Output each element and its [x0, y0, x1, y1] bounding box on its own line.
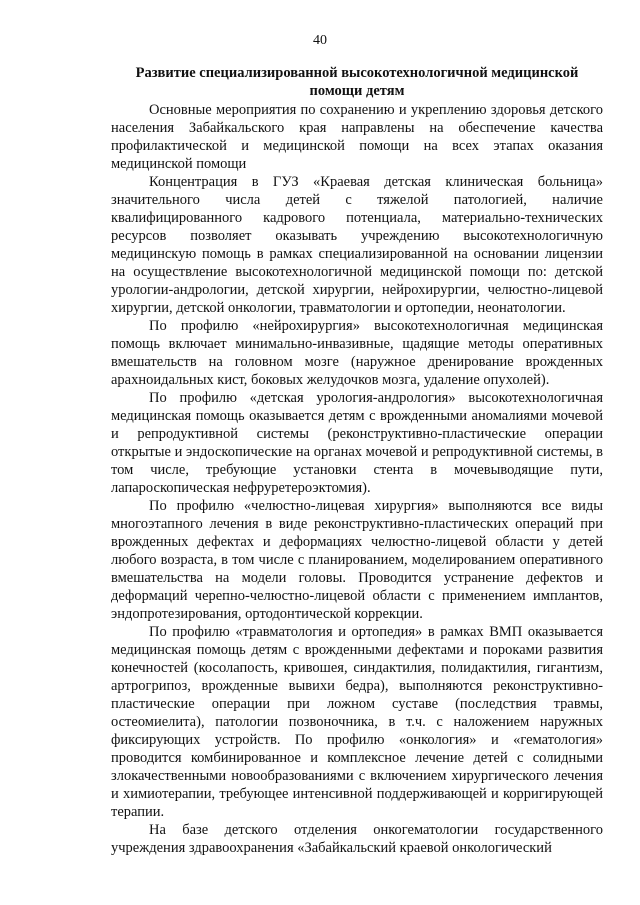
paragraph-urology-andrology: По профилю «детская урология-андрология» высокотехнологичная медицинская помощь оказывается детям с врожденными аномалиями мочевой и репродуктивной системы (реконструктивно-пластические операции открытые и эндоскопические на органах мочевой и репродуктивной системы, в том числе, требующие установки стента в мочевыводящие пути, лапароскопическая нефруретероэктомия).	[111, 390, 603, 496]
document-body	[111, 64, 603, 857]
page-number: 40	[313, 33, 327, 48]
section-title: Развитие специализированной высокотехнологичной медицинской помощи детям	[135, 65, 579, 99]
paragraph-oncohematology: На базе детского отделения онкогематологии государственного учреждения здравоохранения «Забайкальский краевой онкологический	[111, 822, 603, 856]
paragraph-maxillofacial-surgery: По профилю «челюстно-лицевая хирургия» выполняются все виды многоэтапного лечения в виде реконструктивно-пластических операций при врожденных дефектах и деформациях челюстно-лицевой области у детей любого возраста, в том числе с планированием, моделированием оперативного вмешательства на модели головы. Проводится устранение дефектов и деформаций черепно-челюстно-лицевой области с применением имплантов, эндопротезирования, ортодонтической коррекции.	[111, 498, 603, 622]
paragraph-intro: Основные мероприятия по сохранению и укреплению здоровья детского населения Забайкальского края направлены на обеспечение качества профилактической и медицинской помощи на всех этапах оказания медицинской помощи	[111, 102, 603, 172]
paragraph-neurosurgery: По профилю «нейрохирургия» высокотехнологичная медицинская помощь включает минимально-инвазивные, щадящие методы оперативных вмешательств на головном мозге (наружное дренирование врожденных арахноидальных кист, боковых желудочков мозга, удаление опухолей).	[111, 318, 603, 388]
paragraph-traumatology-orthopedics: По профилю «травматология и ортопедия» в рамках ВМП оказывается медицинская помощь детям с врожденными дефектами и пороками развития конечностей (косолапость, кривошея, синдактилия, полидактилия, гигантизм, артрогрипоз, врожденные вывихи бедра), выполняются реконструктивно-пластические операции при ложном суставе (последствия травмы, остеомиелита), патологии позвоночника, в т.ч. с наложением наружных фиксирующих устройств. По профилю «онкология» и «гематология» проводится комбинированное и комплексное лечение детей с солидными злокачественными новообразованиями с включением хирургического лечения и химиотерапии, требующее интенсивной поддерживающей и корригирующей терапии.	[111, 624, 603, 820]
paragraph-hospital-concentration: Концентрация в ГУЗ «Краевая детская клиническая больница» значительного числа детей с тяжелой патологией, наличие квалифицированного кадрового потенциала, материально-технических ресурсов позволяет оказывать учреждению высокотехнологичную медицинскую помощь в рамках специализированной на основании лицензии на осуществление высокотехнологичной медицинской помощи по: детской урологии-андрологии, детской хирургии, нейрохирургии, челюстно-лицевой хирургии, детской онкологии, травматологии и ортопедии, неонатологии.	[111, 174, 603, 316]
